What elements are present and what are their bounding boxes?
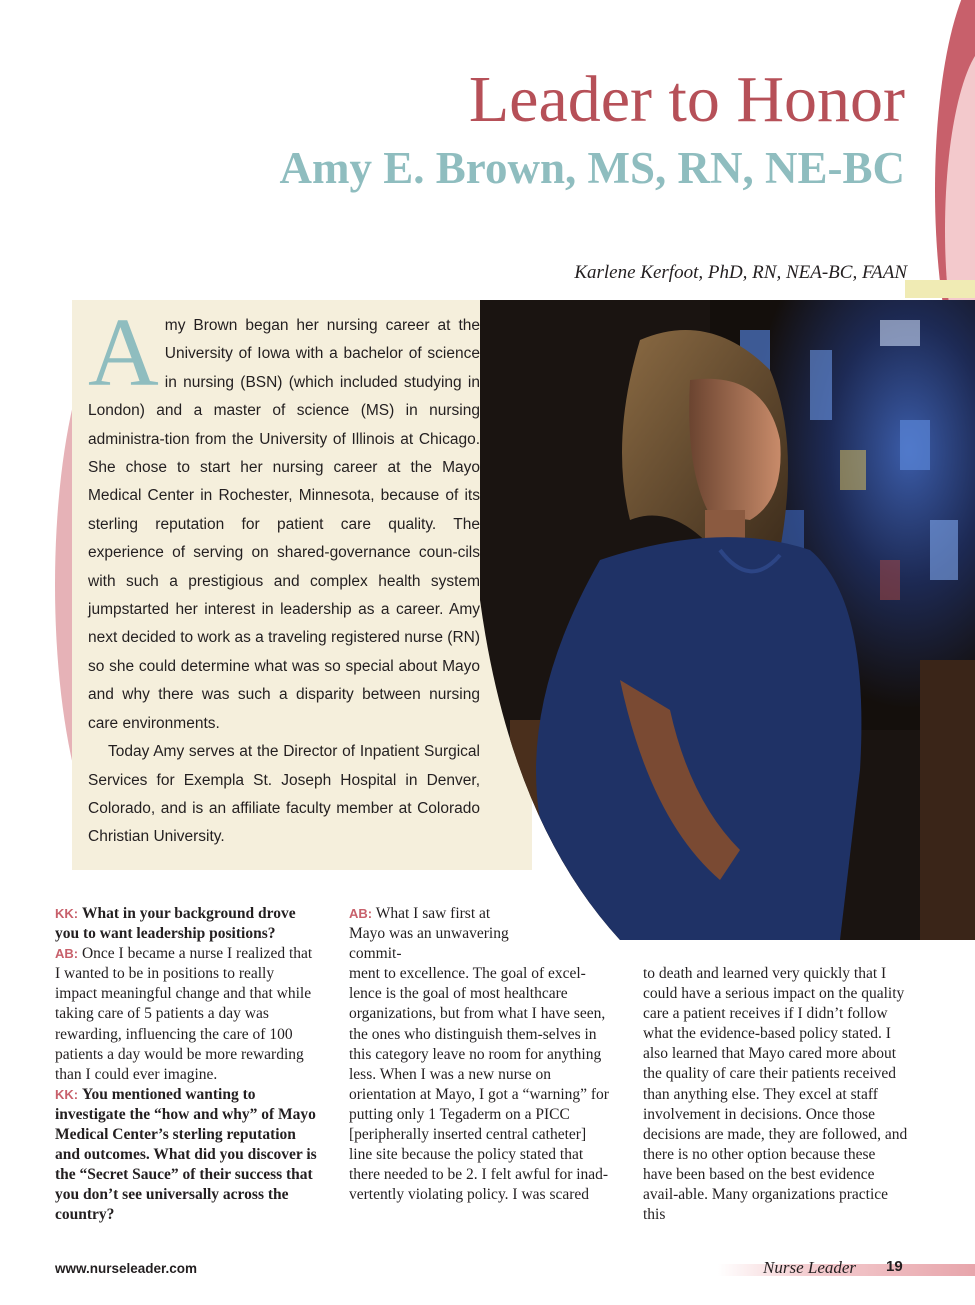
author-byline: Karlene Kerfoot, PhD, RN, NEA-BC, FAAN [574, 262, 907, 283]
answer-2-column-3: to death and learned very quickly that I could have a serious impact on the quality care a patient receives if I didn’t follow what the evidence-based policy stated. I also learned that Mayo cared more about the quality of care their patients received than anything else. They excel at staff involvement in decisions. Once those decisions are made, they are followed, and there is no other option because these have been based on the best evidence avail-able. Many organizations practice this [643, 965, 908, 1224]
intro-paragraph-1-text: my Brown began her nursing career at the University of Iowa with a bachelor of science in nursing (BSN) (which included studying in London) and a master of science (MS) in nursing administra-tion from the University of Illinois at Chicago. She chose to start her nursing career at the Mayo Medical Center in Rochester, Minnesota, because of its sterling reputation for patient care quality. The experience of serving on shared-governance coun-cils with such a prestigious and complex health system jumpstarted her interest in leadership as a career. Amy next decided to work as a traveling registered nurse (RN) so she could determine what was so special about Mayo and why there was such a disparity between nursing care environments. [88, 317, 480, 732]
answer-1-text: Once I became a nurse I realized that I wanted to be in positions to really impact meaningful change and that while taking care of 5 patients a day was rewarding, influencing the care of 100 patients a day would be more rewarding than I could ever imagine. [55, 945, 313, 1083]
page-subtitle: Amy E. Brown, MS, RN, NE-BC [279, 143, 905, 193]
intro-paragraph-1 [88, 299, 480, 738]
kk-tag: KK: [55, 1086, 79, 1102]
page-title: Leader to Honor [468, 63, 905, 136]
answer-2-start [349, 904, 611, 1205]
answer-2-continued: ment to excellence. The goal of excel-lence is the goal of most healthcare organizations, but from what I have seen, the ones who distinguish them-selves in this category leave no room for anything less. When I was a new nurse on orientation at Mayo, I got a “warning” for putting only 1 Tegaderm on a PICC [peripherally inserted central catheter] line site because the policy stated that there needed to be 2. I felt awful for inad-vertently violating policy. I was scared [349, 965, 609, 1204]
ab-tag: AB: [55, 946, 79, 962]
footer-magazine-name: Nurse Leader [763, 1258, 857, 1277]
question-1 [55, 904, 320, 944]
drop-cap: A [88, 299, 159, 407]
portrait-photo [480, 300, 975, 940]
ab-tag: AB: [349, 906, 373, 921]
question-2 [55, 1085, 320, 1226]
interview-column-3 [643, 964, 908, 1225]
page-number: 19 [886, 1258, 903, 1275]
kk-tag: KK: [55, 906, 79, 921]
intro-paragraph-2: Today Amy serves at the Director of Inpatient Surgical Services for Exempla St. Joseph Hospital in Denver, Colorado, and is an affiliate faculty member at Colorado Christian University. [88, 743, 480, 846]
interview-column-2 [349, 904, 611, 1205]
portrait-photo-illustration [480, 300, 975, 940]
question-2-text: You mentioned wanting to investigate the “how and why” of Mayo Medical Center’s sterling reputation and outcomes. What did you discover is the “Secret Sauce” of their success that you don’t see universally across the country? [55, 1085, 317, 1224]
intro-text [88, 299, 480, 852]
byline-accent-band [905, 280, 975, 298]
footer-website: www.nurseleader.com [55, 1261, 198, 1276]
question-1-text: What in your background drove you to want leadership positions? [55, 905, 296, 943]
answer-1 [55, 944, 320, 1085]
interview-column-1 [55, 904, 320, 1226]
answer-2-start-text: What I saw first at Mayo was an unwavering commit- [349, 905, 509, 963]
